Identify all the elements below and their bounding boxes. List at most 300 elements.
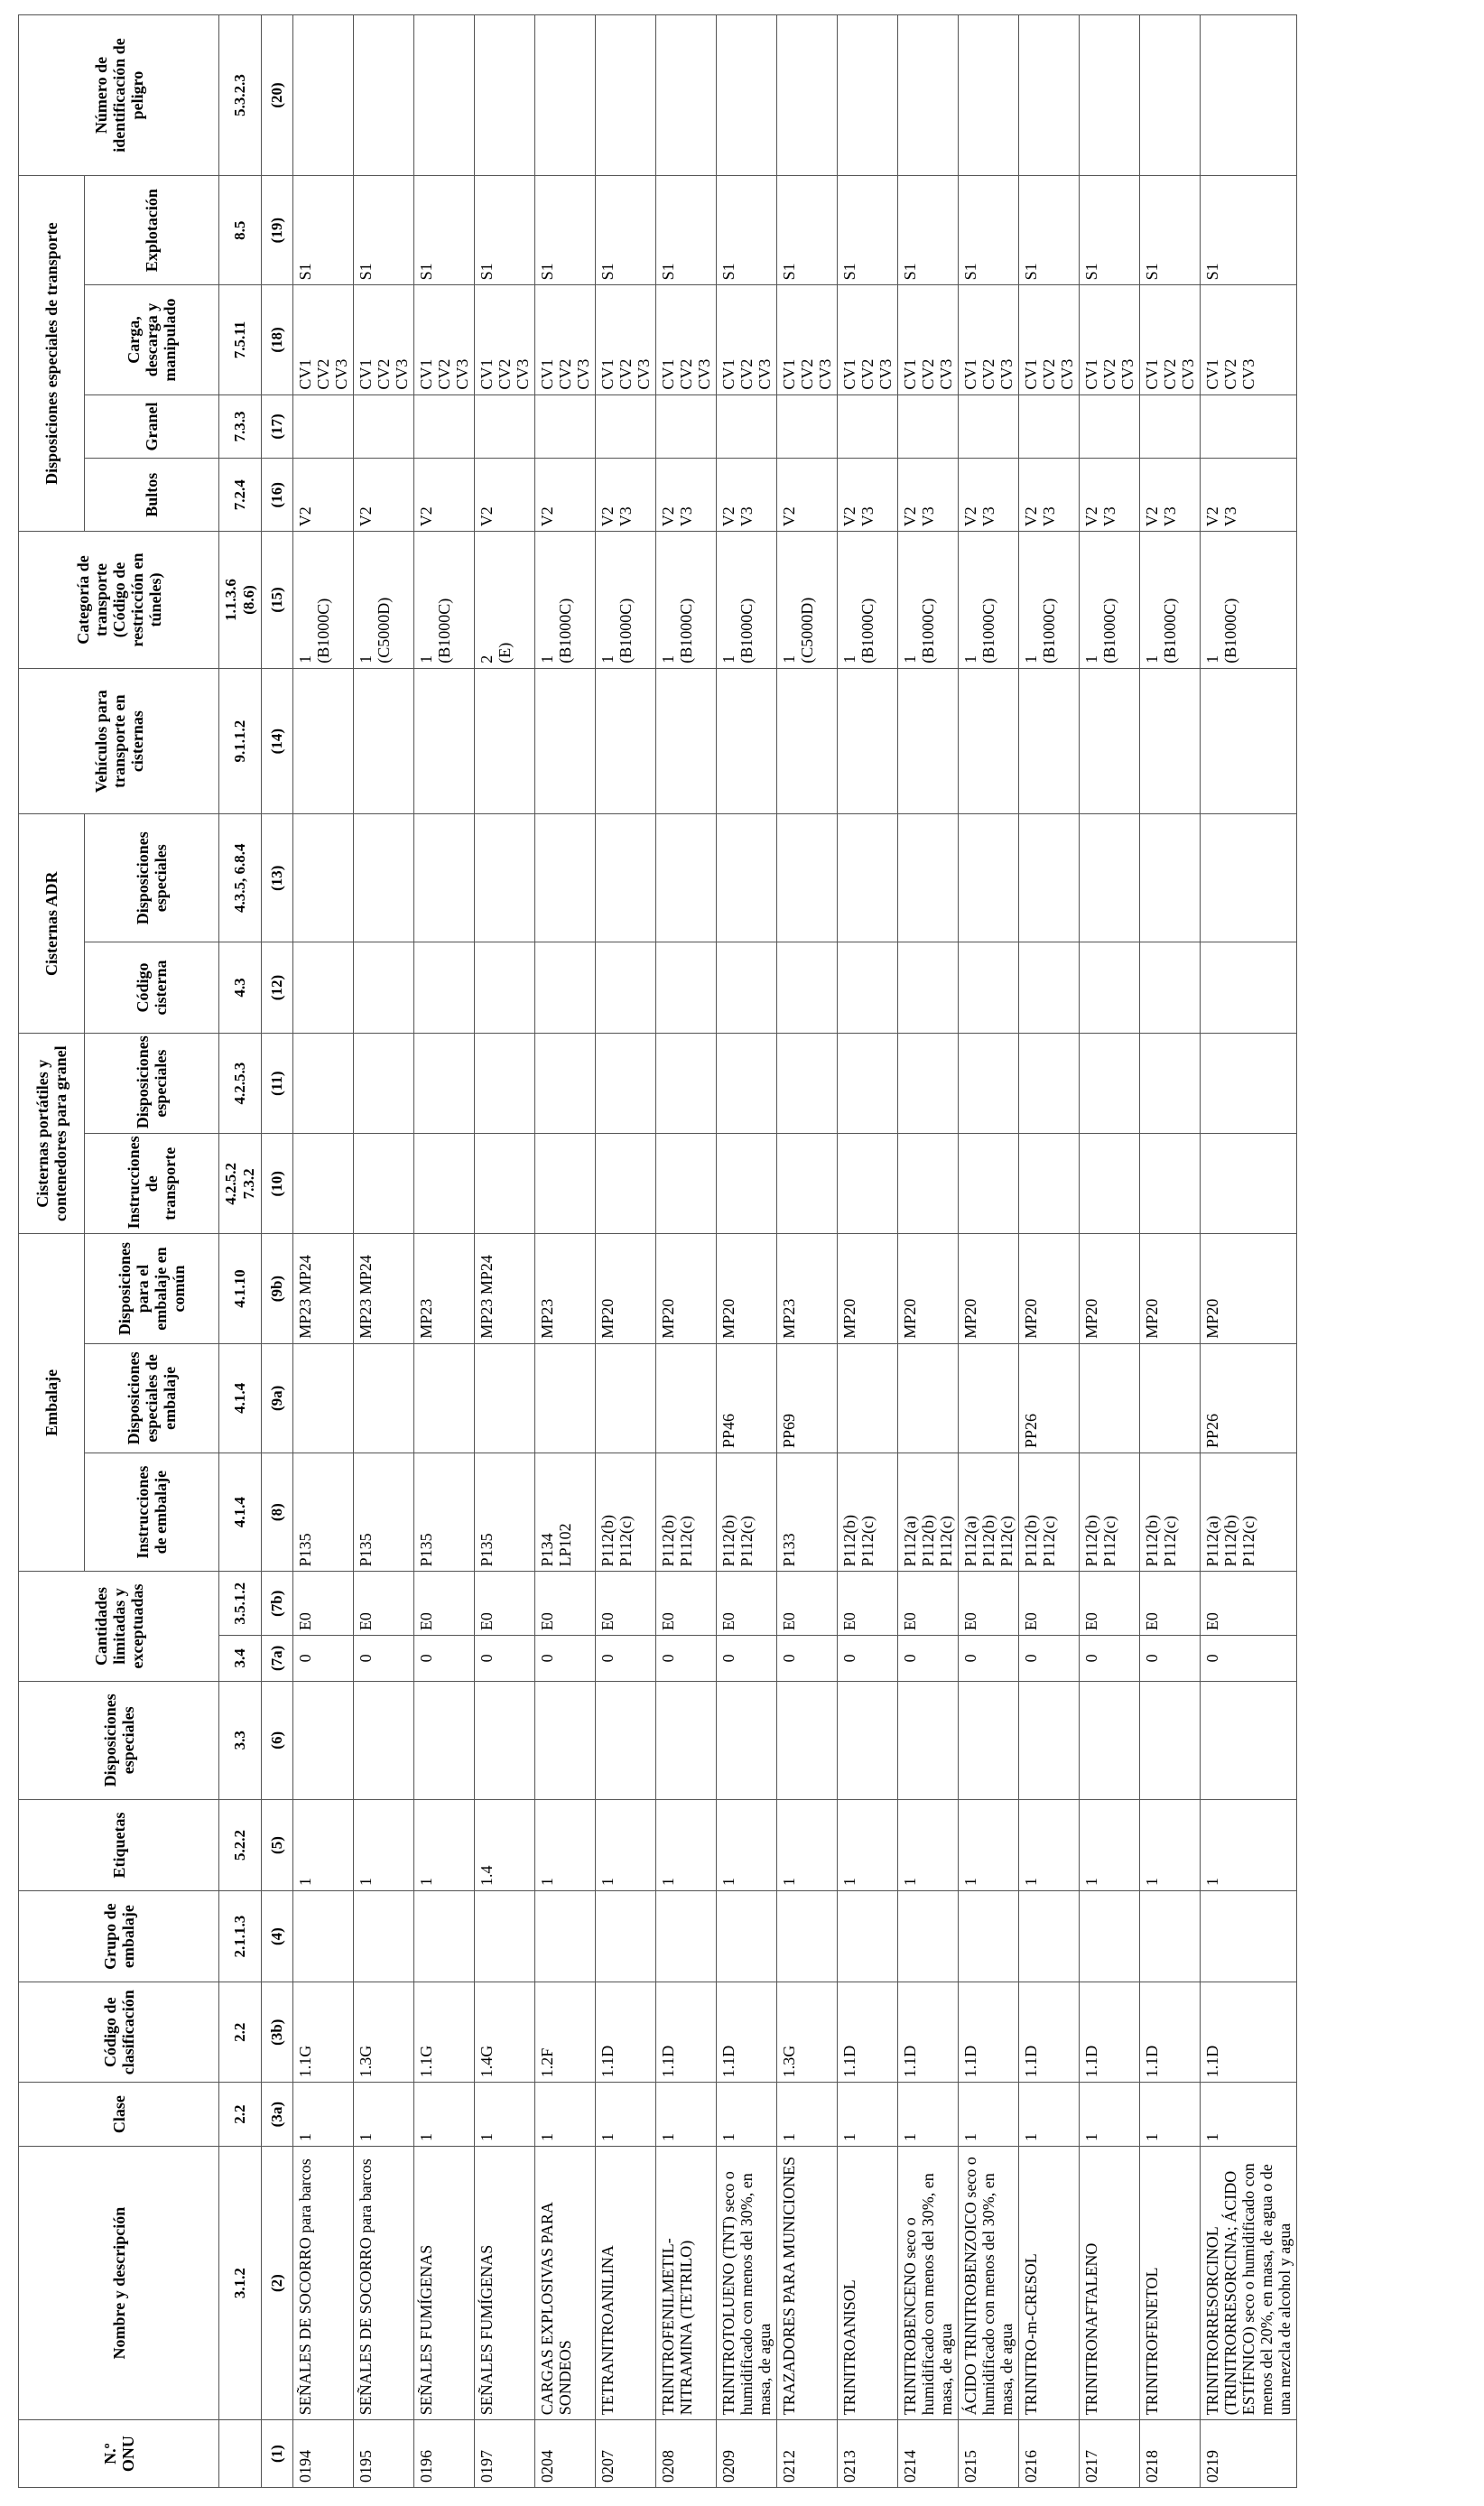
- cell-packing-instructions: P135: [354, 1453, 414, 1571]
- cell-packing-instructions: P134 LP102: [535, 1453, 596, 1571]
- ref-cell: 4.3.5, 6.8.4: [219, 814, 262, 942]
- cell-tank-code: [1201, 942, 1297, 1033]
- cell-classification-code: 1.3G: [777, 1982, 838, 2083]
- cell-transport-instructions: [898, 1134, 959, 1234]
- cell-labels: 1.4: [475, 1799, 535, 1890]
- cell-transport-instructions: [1201, 1134, 1297, 1234]
- cell-operation: S1: [293, 176, 354, 285]
- header-packing-group: Grupo de embalaje: [19, 1891, 219, 1982]
- cell-mixed-packing: MP20: [717, 1234, 777, 1343]
- cell-transport-instructions: [1080, 1134, 1140, 1234]
- cell-mixed-packing: MP20: [656, 1234, 717, 1343]
- cell-labels: 1: [535, 1799, 596, 1890]
- cell-hazard-id: [838, 15, 898, 176]
- cell-packages: V2 V3: [656, 459, 717, 532]
- cell-portable-special-provisions: [354, 1034, 414, 1134]
- table-row: [1019, 15, 1080, 2488]
- cell-mixed-packing: MP20: [1201, 1234, 1297, 1343]
- cell-tank-code: [898, 942, 959, 1033]
- cell-un-number: 0218: [1140, 2420, 1201, 2488]
- cell-tank-code: [777, 942, 838, 1033]
- cell-tank-code: [354, 942, 414, 1033]
- cell-labels: 1: [354, 1799, 414, 1890]
- column-number: (14): [262, 668, 293, 814]
- cell-class: 1: [596, 2083, 656, 2147]
- cell-portable-special-provisions: [475, 1034, 535, 1134]
- cell-adr-special-provisions: [656, 814, 717, 942]
- cell-hazard-id: [656, 15, 717, 176]
- cell-tank-vehicles: [293, 668, 354, 814]
- header-transport-category: Categoría de transporte (Código de restricción en túneles): [19, 532, 219, 669]
- cell-name-description: SEÑALES FUMÍGENAS: [414, 2147, 475, 2420]
- cell-class: 1: [959, 2083, 1019, 2147]
- cell-labels: 1: [656, 1799, 717, 1890]
- cell-limited-quantity: 0: [656, 1636, 717, 1682]
- cell-class: 1: [1080, 2083, 1140, 2147]
- cell-class: 1: [777, 2083, 838, 2147]
- cell-bulk: [777, 394, 838, 459]
- column-number: (10): [262, 1134, 293, 1234]
- cell-packing-group: [777, 1891, 838, 1982]
- ref-cell: 3.4: [219, 1636, 262, 1682]
- header-labels: Etiquetas: [19, 1799, 219, 1890]
- cell-classification-code: 1.1D: [898, 1982, 959, 2083]
- ref-cell: 2.1.1.3: [219, 1891, 262, 1982]
- cell-name-description: SEÑALES DE SOCORRO para barcos: [293, 2147, 354, 2420]
- cell-name-description: TRINITROANISOL: [838, 2147, 898, 2420]
- cell-loading-handling: CV1 CV2 CV3: [838, 285, 898, 394]
- table-row: [717, 15, 777, 2488]
- cell-name-description: TRAZADORES PARA MUNICIONES: [777, 2147, 838, 2420]
- cell-mixed-packing: MP20: [898, 1234, 959, 1343]
- cell-un-number: 0213: [838, 2420, 898, 2488]
- column-number: (8): [262, 1453, 293, 1571]
- cell-mixed-packing: MP23 MP24: [354, 1234, 414, 1343]
- cell-excepted-quantity: E0: [1019, 1572, 1080, 1636]
- cell-hazard-id: [535, 15, 596, 176]
- cell-limited-quantity: 0: [898, 1636, 959, 1682]
- cell-packages: V2 V3: [959, 459, 1019, 532]
- cell-packages: V2: [777, 459, 838, 532]
- cell-transport-category: 1 (B1000C): [596, 532, 656, 669]
- cell-tank-vehicles: [1080, 668, 1140, 814]
- cell-un-number: 0208: [656, 2420, 717, 2488]
- cell-tank-vehicles: [475, 668, 535, 814]
- cell-class: 1: [717, 2083, 777, 2147]
- cell-special-packing-provisions: PP26: [1201, 1343, 1297, 1453]
- cell-name-description: TRINITROBENCENO seco o humidificado con menos del 30%, en masa, de agua: [898, 2147, 959, 2420]
- cell-tank-code: [1140, 942, 1201, 1033]
- cell-packing-instructions: P112(b) P112(c): [1080, 1453, 1140, 1571]
- header-classification-code: Código de clasificación: [19, 1982, 219, 2083]
- cell-operation: S1: [1019, 176, 1080, 285]
- cell-adr-special-provisions: [293, 814, 354, 942]
- cell-labels: 1: [293, 1799, 354, 1890]
- cell-bulk: [898, 394, 959, 459]
- cell-packing-group: [596, 1891, 656, 1982]
- ref-cell: 4.2.5.3: [219, 1034, 262, 1134]
- cell-portable-special-provisions: [717, 1034, 777, 1134]
- cell-adr-special-provisions: [475, 814, 535, 942]
- column-number: (12): [262, 942, 293, 1033]
- cell-packages: V2: [293, 459, 354, 532]
- cell-tank-vehicles: [1140, 668, 1201, 814]
- cell-labels: 1: [898, 1799, 959, 1890]
- cell-excepted-quantity: E0: [414, 1572, 475, 1636]
- cell-loading-handling: CV1 CV2 CV3: [656, 285, 717, 394]
- cell-tank-vehicles: [1201, 668, 1297, 814]
- cell-packages: V2: [354, 459, 414, 532]
- cell-special-packing-provisions: [959, 1343, 1019, 1453]
- cell-classification-code: 1.1D: [1080, 1982, 1140, 2083]
- table-row: [898, 15, 959, 2488]
- cell-special-provisions: [475, 1681, 535, 1799]
- cell-packages: V2 V3: [717, 459, 777, 532]
- header-tank-code: Código cisterna: [85, 942, 219, 1033]
- ref-cell: 7.3.3: [219, 394, 262, 459]
- cell-excepted-quantity: E0: [293, 1572, 354, 1636]
- cell-tank-vehicles: [354, 668, 414, 814]
- ref-cell: 7.5.11: [219, 285, 262, 394]
- header-bulk: Granel: [85, 394, 219, 459]
- cell-portable-special-provisions: [656, 1034, 717, 1134]
- column-number: (3a): [262, 2083, 293, 2147]
- cell-limited-quantity: 0: [1140, 1636, 1201, 1682]
- cell-name-description: CARGAS EXPLOSIVAS PARA SONDEOS: [535, 2147, 596, 2420]
- cell-transport-instructions: [777, 1134, 838, 1234]
- cell-transport-instructions: [414, 1134, 475, 1234]
- cell-name-description: TRINITROFENETOL: [1140, 2147, 1201, 2420]
- cell-packing-instructions: P135: [414, 1453, 475, 1571]
- cell-transport-instructions: [717, 1134, 777, 1234]
- cell-limited-quantity: 0: [414, 1636, 475, 1682]
- cell-hazard-id: [354, 15, 414, 176]
- cell-limited-quantity: 0: [777, 1636, 838, 1682]
- cell-hazard-id: [1019, 15, 1080, 176]
- cell-transport-category: 2 (E): [475, 532, 535, 669]
- cell-tank-code: [656, 942, 717, 1033]
- cell-limited-quantity: 0: [1080, 1636, 1140, 1682]
- cell-un-number: 0216: [1019, 2420, 1080, 2488]
- cell-packing-group: [717, 1891, 777, 1982]
- cell-un-number: 0214: [898, 2420, 959, 2488]
- cell-limited-quantity: 0: [1019, 1636, 1080, 1682]
- cell-bulk: [1019, 394, 1080, 459]
- header-packing-instructions: Instrucciones de embalaje: [85, 1453, 219, 1571]
- cell-un-number: 0212: [777, 2420, 838, 2488]
- cell-special-packing-provisions: [656, 1343, 717, 1453]
- cell-packages: V2: [414, 459, 475, 532]
- cell-packing-group: [354, 1891, 414, 1982]
- cell-adr-special-provisions: [596, 814, 656, 942]
- ref-cell: 4.1.10: [219, 1234, 262, 1343]
- cell-mixed-packing: MP20: [959, 1234, 1019, 1343]
- cell-classification-code: 1.1D: [1019, 1982, 1080, 2083]
- cell-portable-special-provisions: [535, 1034, 596, 1134]
- cell-classification-code: 1.3G: [354, 1982, 414, 2083]
- cell-mixed-packing: MP20: [1019, 1234, 1080, 1343]
- cell-portable-special-provisions: [293, 1034, 354, 1134]
- cell-bulk: [1080, 394, 1140, 459]
- cell-excepted-quantity: E0: [535, 1572, 596, 1636]
- cell-special-provisions: [596, 1681, 656, 1799]
- ref-cell: 3.5.1.2: [219, 1572, 262, 1636]
- cell-class: 1: [475, 2083, 535, 2147]
- cell-tank-vehicles: [717, 668, 777, 814]
- cell-classification-code: 1.1G: [414, 1982, 475, 2083]
- cell-name-description: TRINITRONAFTALENO: [1080, 2147, 1140, 2420]
- cell-packing-instructions: P112(b) P112(c): [717, 1453, 777, 1571]
- cell-labels: 1: [838, 1799, 898, 1890]
- cell-bulk: [1201, 394, 1297, 459]
- column-number: (9a): [262, 1343, 293, 1453]
- table-head: [19, 15, 293, 2488]
- cell-tank-code: [475, 942, 535, 1033]
- cell-hazard-id: [475, 15, 535, 176]
- column-number: (1): [262, 2420, 293, 2488]
- cell-classification-code: 1.1D: [838, 1982, 898, 2083]
- cell-adr-special-provisions: [1140, 814, 1201, 942]
- cell-packing-group: [959, 1891, 1019, 1982]
- cell-transport-instructions: [959, 1134, 1019, 1234]
- cell-portable-special-provisions: [898, 1034, 959, 1134]
- ref-cell: 5.2.2: [219, 1799, 262, 1890]
- cell-packing-group: [1080, 1891, 1140, 1982]
- cell-packages: V2: [535, 459, 596, 532]
- cell-transport-instructions: [838, 1134, 898, 1234]
- cell-portable-special-provisions: [838, 1034, 898, 1134]
- cell-un-number: 0217: [1080, 2420, 1140, 2488]
- cell-transport-category: 1 (B1000C): [1201, 532, 1297, 669]
- cell-special-packing-provisions: [535, 1343, 596, 1453]
- header-operation: Explotación: [85, 176, 219, 285]
- cell-tank-vehicles: [1019, 668, 1080, 814]
- header-limited-quantities: Cantidades limitadas y exceptuadas: [19, 1572, 219, 1681]
- cell-packing-group: [898, 1891, 959, 1982]
- cell-un-number: 0196: [414, 2420, 475, 2488]
- cell-packages: V2 V3: [1080, 459, 1140, 532]
- cell-un-number: 0207: [596, 2420, 656, 2488]
- cell-labels: 1: [1019, 1799, 1080, 1890]
- cell-classification-code: 1.2F: [535, 1982, 596, 2083]
- cell-classification-code: 1.1D: [1140, 1982, 1201, 2083]
- cell-class: 1: [535, 2083, 596, 2147]
- cell-special-packing-provisions: [475, 1343, 535, 1453]
- table-row: [959, 15, 1019, 2488]
- header-group-transport-provisions: Disposiciones especiales de transporte: [19, 176, 85, 532]
- header-class: Clase: [19, 2083, 219, 2147]
- cell-tank-code: [293, 942, 354, 1033]
- cell-loading-handling: CV1 CV2 CV3: [717, 285, 777, 394]
- cell-special-provisions: [535, 1681, 596, 1799]
- cell-tank-vehicles: [596, 668, 656, 814]
- cell-excepted-quantity: E0: [898, 1572, 959, 1636]
- cell-packing-group: [535, 1891, 596, 1982]
- column-number: (13): [262, 814, 293, 942]
- cell-operation: S1: [959, 176, 1019, 285]
- header-group-row: [19, 15, 85, 2488]
- cell-packages: V2 V3: [1140, 459, 1201, 532]
- cell-special-provisions: [838, 1681, 898, 1799]
- column-number: (11): [262, 1034, 293, 1134]
- cell-transport-category: 1 (C5000D): [777, 532, 838, 669]
- cell-special-provisions: [959, 1681, 1019, 1799]
- cell-packing-group: [838, 1891, 898, 1982]
- cell-transport-instructions: [1019, 1134, 1080, 1234]
- cell-bulk: [354, 394, 414, 459]
- header-special-provisions: Disposiciones especiales: [19, 1681, 219, 1799]
- cell-packing-group: [1201, 1891, 1297, 1982]
- cell-classification-code: 1.1D: [717, 1982, 777, 2083]
- cell-excepted-quantity: E0: [717, 1572, 777, 1636]
- cell-special-provisions: [293, 1681, 354, 1799]
- cell-packing-instructions: P112(a) P112(b) P112(c): [898, 1453, 959, 1571]
- column-number: (19): [262, 176, 293, 285]
- table-row: [838, 15, 898, 2488]
- cell-labels: 1: [1080, 1799, 1140, 1890]
- cell-excepted-quantity: E0: [1140, 1572, 1201, 1636]
- cell-excepted-quantity: E0: [596, 1572, 656, 1636]
- cell-packing-group: [1140, 1891, 1201, 1982]
- header-mixed-packing: Disposiciones para el embalaje en común: [85, 1234, 219, 1343]
- cell-adr-special-provisions: [1201, 814, 1297, 942]
- cell-packing-instructions: P112(b) P112(c): [1019, 1453, 1080, 1571]
- ref-cell: 3.3: [219, 1681, 262, 1799]
- cell-special-provisions: [656, 1681, 717, 1799]
- cell-limited-quantity: 0: [717, 1636, 777, 1682]
- cell-tank-code: [1019, 942, 1080, 1033]
- table-row: [475, 15, 535, 2488]
- cell-special-packing-provisions: PP26: [1019, 1343, 1080, 1453]
- table-body: [293, 15, 1297, 2488]
- cell-portable-special-provisions: [1140, 1034, 1201, 1134]
- cell-loading-handling: CV1 CV2 CV3: [354, 285, 414, 394]
- cell-tank-code: [535, 942, 596, 1033]
- cell-bulk: [838, 394, 898, 459]
- cell-operation: S1: [414, 176, 475, 285]
- cell-hazard-id: [293, 15, 354, 176]
- ref-cell: 3.1.2: [219, 2147, 262, 2420]
- cell-operation: S1: [838, 176, 898, 285]
- table-row: [1140, 15, 1201, 2488]
- ref-cell: 1.1.3.6 (8.6): [219, 532, 262, 669]
- cell-hazard-id: [777, 15, 838, 176]
- cell-portable-special-provisions: [1080, 1034, 1140, 1134]
- cell-mixed-packing: MP23 MP24: [475, 1234, 535, 1343]
- cell-special-provisions: [414, 1681, 475, 1799]
- table-row: [293, 15, 354, 2488]
- cell-packages: V2 V3: [1201, 459, 1297, 532]
- cell-mixed-packing: MP20: [1140, 1234, 1201, 1343]
- header-special-packing-provisions: Disposiciones especiales de embalaje: [85, 1343, 219, 1453]
- cell-special-packing-provisions: [1140, 1343, 1201, 1453]
- table-row: [1201, 15, 1297, 2488]
- cell-tank-vehicles: [535, 668, 596, 814]
- cell-special-packing-provisions: [1080, 1343, 1140, 1453]
- cell-class: 1: [656, 2083, 717, 2147]
- cell-transport-category: 1 (B1000C): [898, 532, 959, 669]
- cell-labels: 1: [414, 1799, 475, 1890]
- cell-tank-code: [414, 942, 475, 1033]
- column-number: (3b): [262, 1982, 293, 2083]
- cell-classification-code: 1.1D: [656, 1982, 717, 2083]
- cell-tank-code: [959, 942, 1019, 1033]
- header-portable-special-provisions: Disposiciones especiales: [85, 1034, 219, 1134]
- cell-classification-code: 1.1D: [959, 1982, 1019, 2083]
- cell-classification-code: 1.4G: [475, 1982, 535, 2083]
- cell-tank-code: [596, 942, 656, 1033]
- cell-packing-instructions: P135: [475, 1453, 535, 1571]
- cell-packing-group: [293, 1891, 354, 1982]
- ref-cell: 2.2: [219, 1982, 262, 2083]
- column-number: (16): [262, 459, 293, 532]
- cell-adr-special-provisions: [838, 814, 898, 942]
- cell-transport-category: 1 (B1000C): [959, 532, 1019, 669]
- cell-transport-instructions: [535, 1134, 596, 1234]
- cell-loading-handling: CV1 CV2 CV3: [898, 285, 959, 394]
- cell-tank-vehicles: [838, 668, 898, 814]
- cell-bulk: [475, 394, 535, 459]
- cell-transport-instructions: [656, 1134, 717, 1234]
- cell-transport-category: 1 (B1000C): [838, 532, 898, 669]
- cell-special-packing-provisions: [898, 1343, 959, 1453]
- cell-packing-instructions: P133: [777, 1453, 838, 1571]
- ref-cell: 7.2.4: [219, 459, 262, 532]
- cell-special-packing-provisions: [354, 1343, 414, 1453]
- ref-cell: 2.2: [219, 2083, 262, 2147]
- dangerous-goods-table: [18, 14, 1297, 2488]
- cell-tank-vehicles: [656, 668, 717, 814]
- cell-packing-instructions: P112(b) P112(c): [596, 1453, 656, 1571]
- cell-limited-quantity: 0: [354, 1636, 414, 1682]
- header-group-portable-tanks: Cisternas portátiles y contenedores para granel: [19, 1034, 85, 1234]
- header-tank-vehicles: Vehículos para transporte en cisternas: [19, 668, 219, 814]
- header-reference-row: [219, 15, 262, 2488]
- header-un-number: N.º ONU: [19, 2420, 219, 2488]
- cell-portable-special-provisions: [777, 1034, 838, 1134]
- cell-loading-handling: CV1 CV2 CV3: [475, 285, 535, 394]
- cell-name-description: SEÑALES FUMÍGENAS: [475, 2147, 535, 2420]
- cell-un-number: 0195: [354, 2420, 414, 2488]
- header-name-description: Nombre y descripción: [19, 2147, 219, 2420]
- cell-bulk: [717, 394, 777, 459]
- header-group-packaging: Embalaje: [19, 1234, 85, 1572]
- cell-packages: V2 V3: [1019, 459, 1080, 532]
- cell-class: 1: [293, 2083, 354, 2147]
- cell-class: 1: [354, 2083, 414, 2147]
- cell-limited-quantity: 0: [293, 1636, 354, 1682]
- cell-bulk: [293, 394, 354, 459]
- cell-portable-special-provisions: [1201, 1034, 1297, 1134]
- cell-transport-category: 1 (B1000C): [414, 532, 475, 669]
- cell-portable-special-provisions: [414, 1034, 475, 1134]
- cell-name-description: TRINITRORRESORCINOL (TRINITRORRESORCINA; ÁCIDO ESTÍFNICO) seco o humidificado con menos del 20%, en masa, de agua o de una mezcla de alcohol y agua: [1201, 2147, 1297, 2420]
- cell-adr-special-provisions: [1019, 814, 1080, 942]
- cell-limited-quantity: 0: [535, 1636, 596, 1682]
- cell-adr-special-provisions: [777, 814, 838, 942]
- cell-class: 1: [1019, 2083, 1080, 2147]
- cell-excepted-quantity: E0: [959, 1572, 1019, 1636]
- cell-operation: S1: [1080, 176, 1140, 285]
- cell-name-description: ÁCIDO TRINITROBENZOICO seco o humidificado con menos del 30%, en masa, de agua: [959, 2147, 1019, 2420]
- cell-special-provisions: [1019, 1681, 1080, 1799]
- cell-classification-code: 1.1G: [293, 1982, 354, 2083]
- cell-mixed-packing: MP23 MP24: [293, 1234, 354, 1343]
- cell-adr-special-provisions: [535, 814, 596, 942]
- header-loading-handling: Carga, descarga y manipulado: [85, 285, 219, 394]
- cell-packages: V2 V3: [838, 459, 898, 532]
- cell-name-description: SEÑALES DE SOCORRO para barcos: [354, 2147, 414, 2420]
